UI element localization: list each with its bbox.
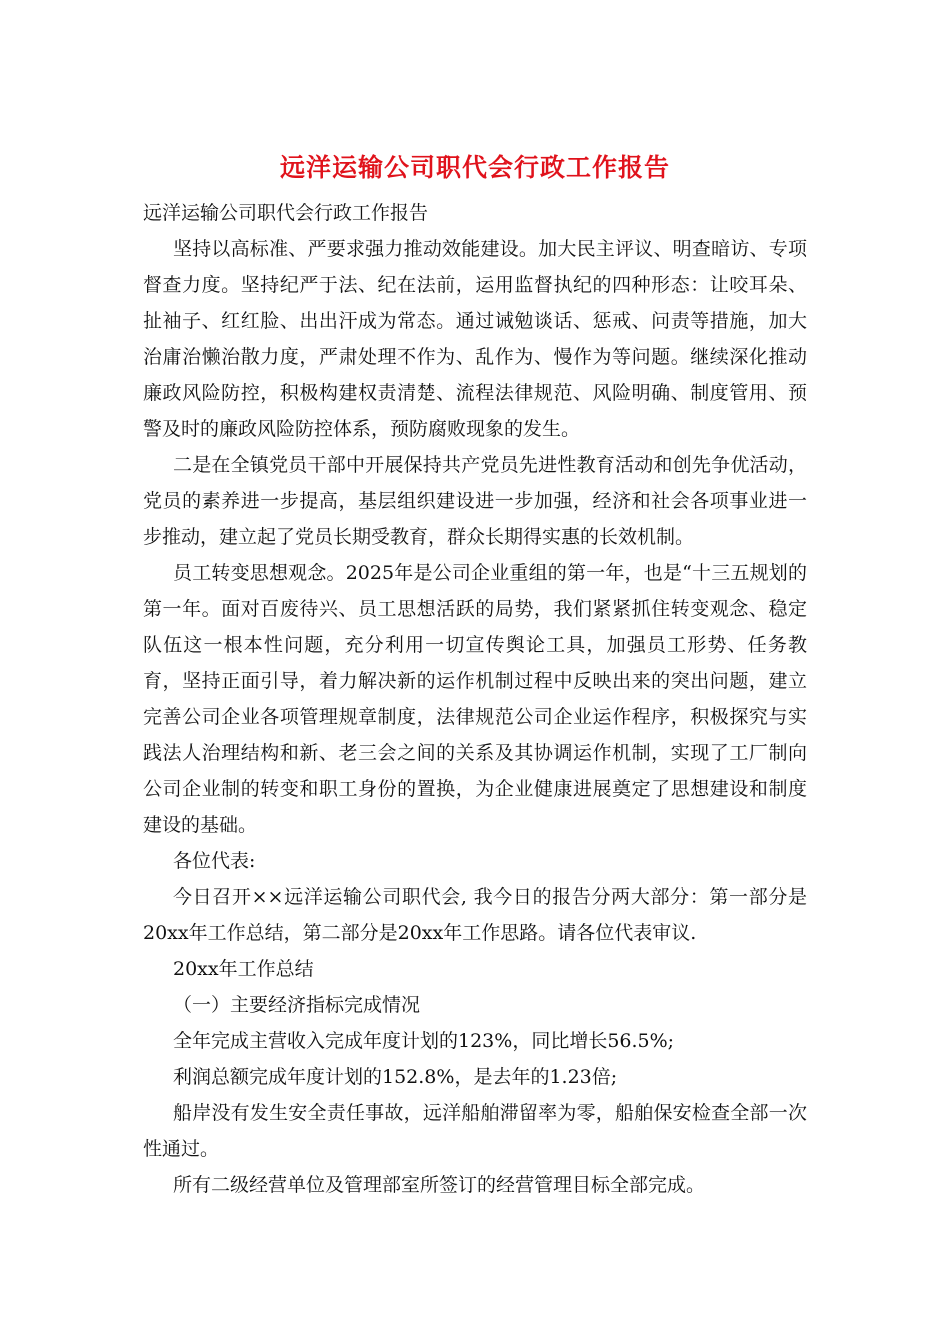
section-heading-summary: 20xx年工作总结 bbox=[173, 958, 314, 980]
paragraph-greeting: 各位代表: bbox=[173, 850, 256, 872]
paragraph-party-education: 二是在全镇党员干部中开展保持共产党员先进性教育活动和创先争优活动，党员的素养进一步提高，基层组织建设进一步加强，经济和社会各项事业进一步推动，建立起了党员长期受教育，群众长期得实惠的长效机制。 bbox=[143, 454, 807, 548]
paragraph-profit: 利润总额完成年度计划的152.8%，是去年的1.23倍; bbox=[173, 1066, 618, 1088]
document-title: 远洋运输公司职代会行政工作报告 bbox=[279, 153, 670, 182]
body-subtitle: 远洋运输公司职代会行政工作报告 bbox=[143, 202, 429, 224]
paragraph-targets: 所有二级经营单位及管理部室所签订的经营管理目标全部完成。 bbox=[173, 1174, 706, 1196]
subsection-heading-indicators: （一）主要经济指标完成情况 bbox=[173, 994, 421, 1016]
paragraph-revenue: 全年完成主营收入完成年度计划的123%，同比增长56.5%; bbox=[173, 1030, 675, 1052]
document-body bbox=[143, 195, 807, 1203]
paragraph-report-intro: 今日召开××远洋运输公司职代会, 我今日的报告分两大部分：第一部分是20xx年工作总结，第二部分是20xx年工作思路。请各位代表审议. bbox=[143, 886, 807, 944]
paragraph-efficiency: 坚持以高标准、严要求强力推动效能建设。加大民主评议、明查暗访、专项督查力度。坚持纪严于法、纪在法前，运用监督执纪的四种形态：让咬耳朵、扯袖子、红红脸、出出汗成为常态。通过诫勉谈话、惩戒、问责等措施，加大治庸治懒治散力度，严肃处理不作为、乱作为、慢作为等问题。继续深化推动廉政风险防控，积极构建权责清楚、流程法律规范、风险明确、制度管用、预警及时的廉政风险防控体系，预防腐败现象的发生。 bbox=[143, 238, 807, 440]
paragraph-safety: 船岸没有发生安全责任事故，远洋船舶滞留率为零，船舶保安检查全部一次性通过。 bbox=[143, 1102, 807, 1160]
paragraph-employee-mindset: 员工转变思想观念。2025年是公司企业重组的第一年，也是“十三五规划的第一年。面对百废待兴、员工思想活跃的局势，我们紧紧抓住转变观念、稳定队伍这一根本性问题，充分利用一切宣传舆论工具，加强员工形势、任务教育，坚持正面引导，着力解决新的运作机制过程中反映出来的突出问题，建立完善公司企业各项管理规章制度，法律规范公司企业运作程序，积极探究与实践法人治理结构和新、老三会之间的关系及其协调运作机制，实现了工厂制向公司企业制的转变和职工身份的置换，为企业健康进展奠定了思想建设和制度建设的基础。 bbox=[143, 562, 807, 836]
